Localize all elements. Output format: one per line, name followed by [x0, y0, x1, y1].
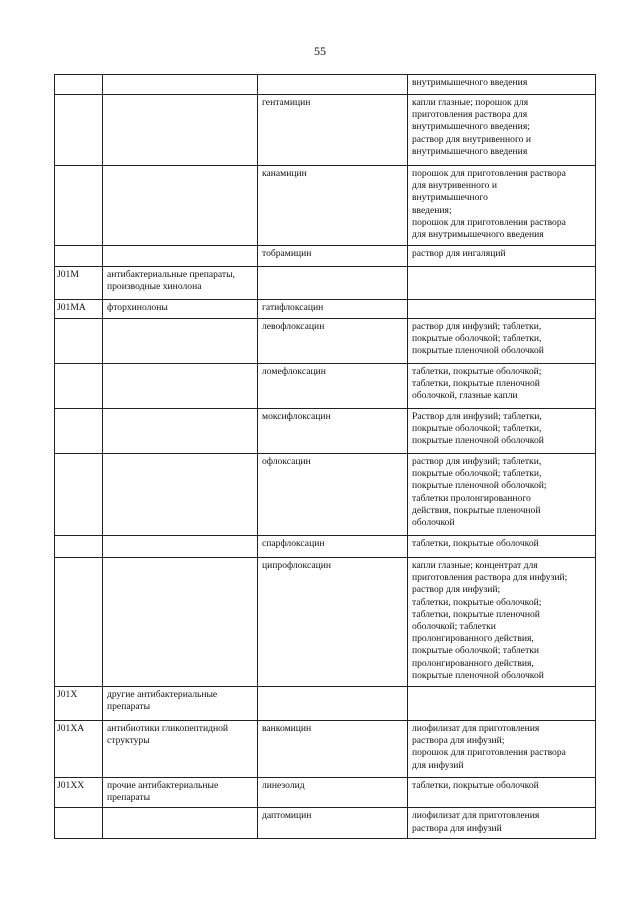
group-name-cell: фторхинолоны	[103, 300, 258, 319]
table-row	[55, 687, 596, 721]
drug-name-cell: канамицин	[258, 166, 408, 246]
dosage-forms-cell: внутримышечного введения	[408, 75, 596, 95]
group-name-cell	[103, 454, 258, 536]
atc-code-cell: J01XA	[55, 721, 103, 778]
dosage-forms-cell: раствор для инфузий; таблетки, покрытые оболочкой; таблетки, покрытые пленочной оболочкой; таблетки пролонгированного действия, покрытые пленочной оболочкой	[408, 454, 596, 536]
drug-name-cell: ванкомицин	[258, 721, 408, 778]
drug-name-cell	[258, 75, 408, 95]
table-row	[55, 166, 596, 246]
atc-code-cell	[55, 454, 103, 536]
dosage-forms-cell: капли глазные; концентрат для приготовления раствора для инфузий; раствор для инфузий; таблетки, покрытые оболочкой; таблетки, покрытые пленочной оболочкой; таблетки пролонгированного действия, покрытые оболочкой; таблетки пролонгированного действия, покрытые пленочной оболочкой	[408, 558, 596, 687]
atc-code-cell: J01X	[55, 687, 103, 721]
dosage-forms-cell: таблетки, покрытые оболочкой	[408, 536, 596, 558]
dosage-forms-cell	[408, 300, 596, 319]
table-row	[55, 721, 596, 778]
dosage-forms-cell: порошок для приготовления раствора для внутривенного и внутримышечного введения; порошок для приготовления раствора для внутримышечного введения	[408, 166, 596, 246]
drug-name-cell: даптомицин	[258, 808, 408, 839]
table-row	[55, 246, 596, 267]
drug-name-cell: спарфлоксацин	[258, 536, 408, 558]
drug-name-cell: линезолид	[258, 778, 408, 808]
atc-code-cell: J01MA	[55, 300, 103, 319]
group-name-cell	[103, 166, 258, 246]
group-name-cell	[103, 319, 258, 364]
dosage-forms-cell: капли глазные; порошок для приготовления раствора для внутримышечного введения; раствор для внутривенного и внутримышечного введения	[408, 95, 596, 166]
drug-name-cell: тобрамицин	[258, 246, 408, 267]
atc-code-cell	[55, 319, 103, 364]
group-name-cell: прочие антибактериальные препараты	[103, 778, 258, 808]
drug-name-cell: моксифлоксацин	[258, 409, 408, 454]
atc-code-cell	[55, 409, 103, 454]
atc-code-cell	[55, 166, 103, 246]
page-number: 55	[314, 44, 326, 58]
atc-code-cell	[55, 246, 103, 267]
drug-name-cell: гентамицин	[258, 95, 408, 166]
drug-name-cell: ломефлоксацин	[258, 364, 408, 409]
drug-name-cell	[258, 687, 408, 721]
drug-name-cell: левофлоксацин	[258, 319, 408, 364]
dosage-forms-cell: раствор для инфузий; таблетки, покрытые оболочкой; таблетки, покрытые пленочной оболочкой	[408, 319, 596, 364]
group-name-cell	[103, 246, 258, 267]
table-row	[55, 558, 596, 687]
atc-code-cell	[55, 75, 103, 95]
dosage-forms-cell: лиофилизат для приготовления раствора для инфузий	[408, 808, 596, 839]
atc-code-cell	[55, 558, 103, 687]
table-row	[55, 536, 596, 558]
table-row	[55, 300, 596, 319]
group-name-cell: другие антибактериальные препараты	[103, 687, 258, 721]
table-row	[55, 319, 596, 364]
table-row	[55, 95, 596, 166]
table-row	[55, 75, 596, 95]
group-name-cell	[103, 536, 258, 558]
group-name-cell	[103, 364, 258, 409]
group-name-cell	[103, 95, 258, 166]
group-name-cell: антибиотики гликопептидной структуры	[103, 721, 258, 778]
table-row	[55, 409, 596, 454]
medication-table-body	[55, 75, 596, 839]
group-name-cell: антибактериальные препараты, производные хинолона	[103, 267, 258, 300]
atc-code-cell	[55, 364, 103, 409]
table-row	[55, 778, 596, 808]
dosage-forms-cell: таблетки, покрытые оболочкой	[408, 778, 596, 808]
atc-code-cell	[55, 95, 103, 166]
drug-name-cell	[258, 267, 408, 300]
group-name-cell	[103, 808, 258, 839]
table-row	[55, 808, 596, 839]
dosage-forms-cell	[408, 687, 596, 721]
group-name-cell	[103, 409, 258, 454]
atc-code-cell	[55, 536, 103, 558]
drug-name-cell: офлоксацин	[258, 454, 408, 536]
atc-code-cell: J01M	[55, 267, 103, 300]
group-name-cell	[103, 75, 258, 95]
dosage-forms-cell: раствор для ингаляций	[408, 246, 596, 267]
group-name-cell	[103, 558, 258, 687]
atc-code-cell	[55, 808, 103, 839]
dosage-forms-cell: Раствор для инфузий; таблетки, покрытые оболочкой; таблетки, покрытые пленочной оболочкой	[408, 409, 596, 454]
dosage-forms-cell: таблетки, покрытые оболочкой; таблетки, покрытые пленочной оболочкой, глазные капли	[408, 364, 596, 409]
table-row	[55, 454, 596, 536]
dosage-forms-cell: лиофилизат для приготовления раствора для инфузий; порошок для приготовления раствора для инфузий	[408, 721, 596, 778]
drug-name-cell: ципрофлоксацин	[258, 558, 408, 687]
dosage-forms-cell	[408, 267, 596, 300]
atc-code-cell: J01XX	[55, 778, 103, 808]
medication-table	[54, 74, 596, 839]
drug-name-cell: гатифлоксацин	[258, 300, 408, 319]
table-row	[55, 267, 596, 300]
table-row	[55, 364, 596, 409]
